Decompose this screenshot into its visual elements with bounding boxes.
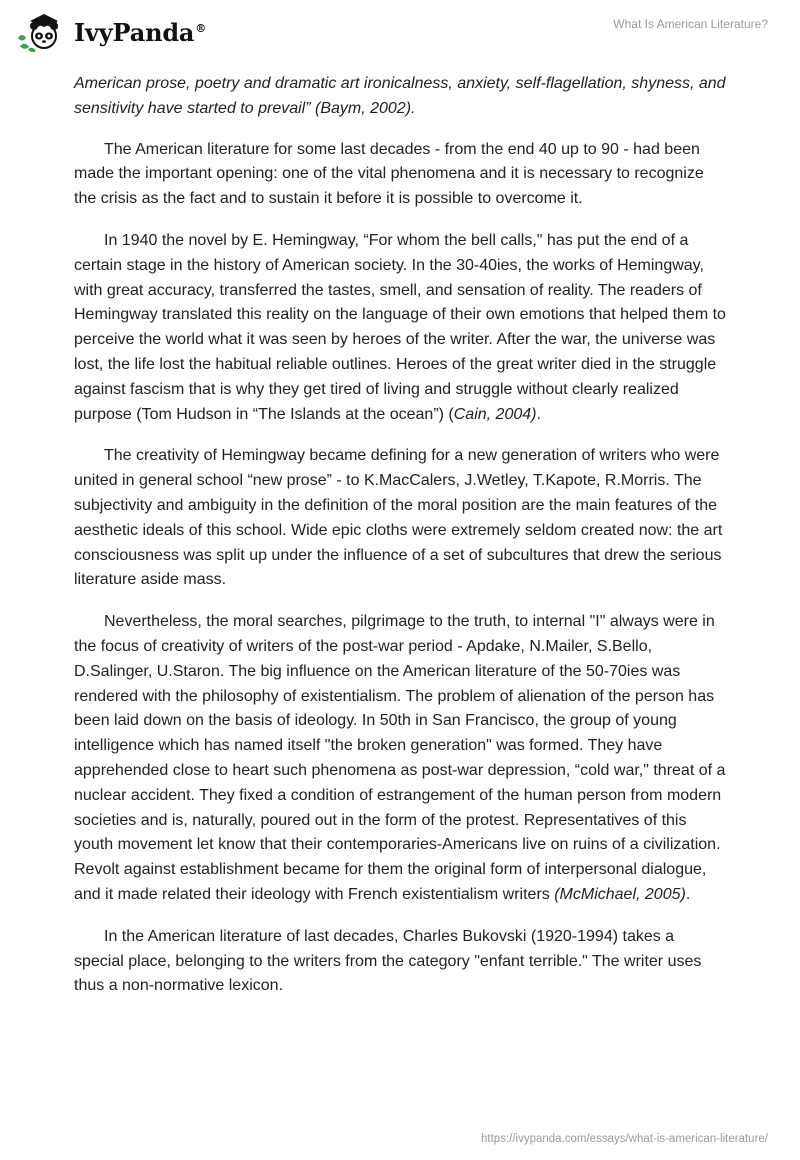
panda-graduate-icon xyxy=(14,12,66,52)
paragraph-1: The American literature for some last decades - from the end 40 up to 90 - had been made the important opening: one of the vital phenomena and it is necessary to recognize the crisis as the fact and to sustain it before it is possible to overcome it. xyxy=(74,140,704,208)
source-url: https://ivypanda.com/essays/what-is-american-literature/ xyxy=(481,1133,768,1145)
paragraph-4: Nevertheless, the moral searches, pilgrimage to the truth, to internal "I" always were in the focus of creativity of writers of the post-war period - Apdake, N.Mailer, S.Bello, D.Salinger, U.Staron. The big influence on the American literature of the 50-70ies was rendered with the philosophy of existentialism. The problem of alienation of the person has been laid down on the basis of ideology. In 50th in San Francisco, the group of young intelligence which has named itself "the broken generation" was formed. They have apprehended close to heart such phenomena as post-war depression, “cold war," threat of a nuclear accident. They fixed a condition of estrangement of the human person from modern societies and is, naturally, poured out in the form of the protest. Representatives of this youth movement let know that their contemporaries-Americans live on ruins of a civilization. Revolt against establishment became for them the original form of interpersonal dialogue, and it made related their ideology with French existentialism writers (McMichael, 2005). xyxy=(74,613,726,903)
brand-name: IvyPanda® xyxy=(74,17,207,47)
page-title: What Is American Literature? xyxy=(613,17,768,31)
ivypanda-logo[interactable] xyxy=(14,12,206,52)
paragraph-5: In the American literature of last decades, Charles Bukovski (1920-1994) takes a special place, belonging to the writers from the category "enfant terrible." The writer uses thus a non-normative lexicon. xyxy=(74,927,702,995)
page-header xyxy=(0,0,800,70)
paragraph-3: The creativity of Hemingway became defining for a new generation of writers who were united in general school “new prose” - to K.MacCalers, J.Wetley, T.Kapote, R.Morris. The subjectivity and ambiguity in the definition of the moral position are the main features of the aesthetic ideals of this school. Wide epic cloths were extremely seldom created now: the art consciousness was split up under the influence of a set of subcultures that drew the serious literature aside mass. xyxy=(74,447,723,589)
citation: Cain, 2004) xyxy=(453,405,537,423)
paragraph-2: In 1940 the novel by E. Hemingway, “For whom the bell calls," has put the end of a certain stage in the history of American society. In the 30-40ies, the works of Hemingway, with great accuracy, transferred the tastes, smell, and sensation of reality. The readers of Hemingway translated this reality on the language of their own emotions that helped them to perceive the world what it was seen by heroes of the writer. After the war, the universe was lost, the life lost the habitual reliable outlines. Heroes of the great writer died in the struggle against fascism that is why they get tired of living and struggle without clearly realized purpose (Tom Hudson in “The Islands at the ocean”) (Cain, 2004). xyxy=(74,231,726,423)
quote-paragraph: American prose, poetry and dramatic art ironicalness, anxiety, self-flagellation, shyness, and sensitivity have started to prevail” (Baym, 2002). xyxy=(74,75,726,117)
citation: (McMichael, 2005) xyxy=(554,885,686,903)
essay-body xyxy=(74,72,726,1016)
